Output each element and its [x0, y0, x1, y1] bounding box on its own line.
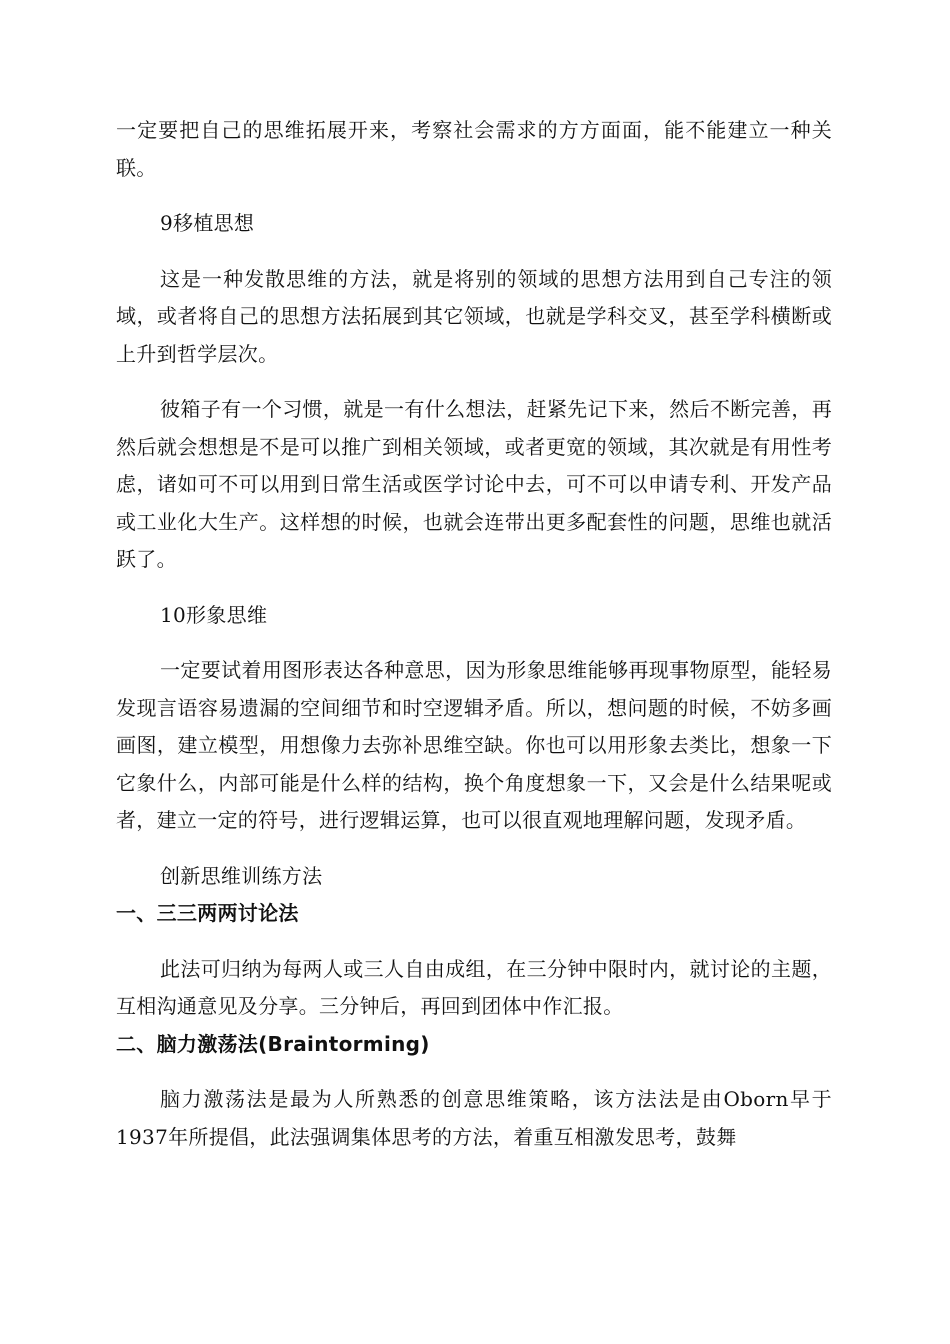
- heading-group-discussion: 一、三三两两讨论法: [116, 901, 299, 925]
- section-title-image-thinking: 10形象思维: [160, 602, 268, 627]
- document-page: [116, 112, 832, 1156]
- heading-brainstorming: 二、脑力激荡法(Braintorming): [116, 1031, 430, 1056]
- paragraph-brainstorming: 脑力激荡法是最为人所熟悉的创意思维策略，该方法法是由Oborn早于1937年所提倡，此法强调集体思考的方法，着重互相激发思考，鼓舞: [116, 1087, 832, 1149]
- section-title-transplant-thinking: 9移植思想: [160, 211, 255, 235]
- paragraph-group-discussion: 此法可归纳为每两人或三人自由成组，在三分钟中限时内，就讨论的主题，互相沟通意见及分享。三分钟后，再回到团体中作汇报。: [116, 956, 832, 1018]
- paragraph-social-needs: 一定要把自己的思维拓展开来，考察社会需求的方方面面，能不能建立一种关联。: [116, 118, 832, 180]
- section-title-training-methods: 创新思维训练方法: [160, 863, 323, 888]
- paragraph-habit: 彼箱子有一个习惯，就是一有什么想法，赶紧先记下来，然后不断完善，再然后就会想想是不是可以推广到相关领域，或者更宽的领域，其次就是有用性考虑，诸如可不可以用到日常生活或医学讨论中去，可不可以申请专利、开发产品或工业化大生产。这样想的时候，也就会连带出更多配套性的问题，思维也就活跃了。: [116, 397, 832, 571]
- paragraph-graphics: 一定要试着用图形表达各种意思，因为形象思维能够再现事物原型，能轻易发现言语容易遗漏的空间细节和时空逻辑矛盾。所以，想问题的时候，不妨多画画图，建立模型，用想像力去弥补思维空缺。你也可以用形象去类比，想象一下它象什么，内部可能是什么样的结构，换个角度想象一下，又会是什么结果呢或者，建立一定的符号，进行逻辑运算，也可以很直观地理解问题，发现矛盾。: [116, 658, 832, 832]
- paragraph-divergent-thinking: 这是一种发散思维的方法，就是将别的领域的思想方法用到自己专注的领域，或者将自己的思想方法拓展到其它领域，也就是学科交叉，甚至学科横断或上升到哲学层次。: [116, 266, 832, 366]
